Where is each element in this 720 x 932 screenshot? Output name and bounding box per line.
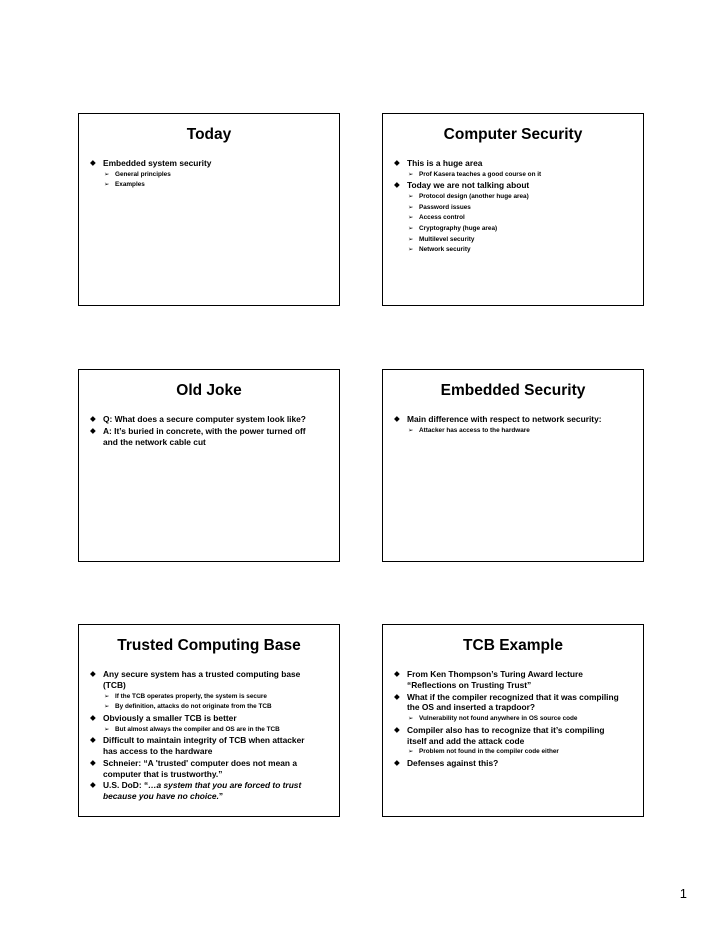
- slide-title: Embedded Security: [440, 382, 586, 399]
- arrow-bullet-icon: ➢: [104, 170, 110, 178]
- diamond-bullet-icon: ◆: [90, 669, 96, 678]
- diamond-bullet-icon: ◆: [394, 180, 400, 190]
- slide-6: [382, 624, 644, 817]
- arrow-bullet-icon: ➢: [408, 715, 414, 723]
- arrow-bullet-icon: ➢: [408, 224, 414, 232]
- bullet: ◆ Compiler also has to recognize that it’s compiling itself and add the attack code: [394, 724, 605, 746]
- slide-1: [78, 113, 340, 306]
- bullet: ◆ U.S. DoD: “…a system that you are forced to trust because you have no choice.”: [90, 780, 302, 802]
- diamond-bullet-icon: ◆: [90, 757, 96, 767]
- sub-bullet: ➢ Problem not found in the compiler code either: [408, 748, 559, 756]
- arrow-bullet-icon: ➢: [408, 235, 414, 243]
- sub-bullet: ➢ Examples: [104, 181, 145, 189]
- arrow-bullet-icon: ➢: [408, 426, 414, 434]
- bullet-list: [79, 158, 339, 190]
- diamond-bullet-icon: ◆: [394, 669, 400, 678]
- diamond-bullet-icon: ◆: [394, 691, 400, 701]
- sub-bullet: ➢ Attacker has access to the hardware: [408, 426, 530, 434]
- sub-bullet: ➢ But almost always the compiler and OS are in the TCB: [104, 725, 280, 733]
- diamond-bullet-icon: ◆: [90, 780, 96, 790]
- bullet: ◆ A: It’s buried in concrete, with the power turned off and the network cable cut: [90, 425, 306, 447]
- arrow-bullet-icon: ➢: [408, 170, 414, 178]
- sub-bullet: ➢ Network security: [408, 246, 471, 254]
- slide-title: TCB Example: [463, 637, 563, 654]
- arrow-bullet-icon: ➢: [408, 748, 414, 756]
- bullet-list: [383, 414, 643, 435]
- bullet: ◆ What if the compiler recognized that it was compiling the OS and inserted a trapdoor?: [394, 691, 619, 713]
- arrow-bullet-icon: ➢: [104, 725, 110, 733]
- slide-4: [382, 369, 644, 562]
- diamond-bullet-icon: ◆: [90, 414, 96, 423]
- sub-bullet: ➢ General principles: [104, 170, 171, 178]
- page-number: 1: [679, 886, 687, 901]
- diamond-bullet-icon: ◆: [394, 724, 400, 734]
- sub-bullet: ➢ Password issues: [408, 203, 471, 211]
- sub-bullet: ➢ Access control: [408, 214, 465, 222]
- bullet-list: [383, 669, 643, 769]
- sub-bullet: ➢ Protocol design (another huge area): [408, 193, 529, 201]
- bullet: ◆ From Ken Thompson’s Turing Award lecture “Reflections on Trusting Trust”: [394, 669, 583, 690]
- arrow-bullet-icon: ➢: [104, 703, 110, 711]
- diamond-bullet-icon: ◆: [394, 414, 400, 423]
- diamond-bullet-icon: ◆: [394, 158, 400, 167]
- arrow-bullet-icon: ➢: [104, 692, 110, 700]
- slide-title: Trusted Computing Base: [117, 637, 301, 654]
- slide-title: Old Joke: [176, 382, 242, 399]
- sub-bullet: ➢ Cryptography (huge area): [408, 224, 498, 232]
- arrow-bullet-icon: ➢: [408, 246, 414, 254]
- sub-bullet: ➢ Prof Kasera teaches a good course on it: [408, 170, 542, 178]
- sub-bullet: ➢ By definition, attacks do not originate from the TCB: [104, 703, 272, 711]
- bullet: ◆ Embedded system security: [90, 158, 212, 168]
- slide-5: [78, 624, 340, 817]
- arrow-bullet-icon: ➢: [408, 193, 414, 201]
- bullet: ◆ Obviously a smaller TCB is better: [90, 712, 237, 723]
- bullet: ◆ Q: What does a secure computer system look like?: [90, 414, 306, 424]
- diamond-bullet-icon: ◆: [90, 712, 96, 722]
- bullet: ◆ Schneier: “A 'trusted' computer does not mean a computer that is trustworthy.”: [90, 757, 298, 779]
- bullet-list: [383, 158, 643, 255]
- slide-2: [382, 113, 644, 306]
- diamond-bullet-icon: ◆: [90, 158, 96, 167]
- bullet: ◆ Main difference with respect to network security:: [394, 414, 602, 424]
- slide-3: [78, 369, 340, 562]
- arrow-bullet-icon: ➢: [408, 214, 414, 222]
- sub-bullet: ➢ Multilevel security: [408, 235, 475, 243]
- bullet-list: [79, 414, 339, 447]
- arrow-bullet-icon: ➢: [408, 203, 414, 211]
- slide-title: Computer Security: [443, 126, 583, 143]
- arrow-bullet-icon: ➢: [104, 181, 110, 189]
- diamond-bullet-icon: ◆: [90, 735, 96, 745]
- sub-bullet: ➢ If the TCB operates properly, the system is secure: [104, 692, 267, 700]
- sub-bullet: ➢ Vulnerability not found anywhere in OS source code: [408, 715, 578, 723]
- bullet: ◆ Today we are not talking about: [394, 180, 530, 191]
- bullet: ◆ Difficult to maintain integrity of TCB when attacker has access to the hardware: [90, 735, 305, 756]
- bullet: ◆ Any secure system has a trusted computing base (TCB): [90, 669, 301, 690]
- slide-title: Today: [186, 126, 232, 143]
- bullet: ◆ This is a huge area: [394, 158, 483, 168]
- bullet-list: [79, 669, 339, 802]
- diamond-bullet-icon: ◆: [394, 757, 400, 767]
- diamond-bullet-icon: ◆: [90, 425, 96, 435]
- bullet: ◆ Defenses against this?: [394, 757, 499, 768]
